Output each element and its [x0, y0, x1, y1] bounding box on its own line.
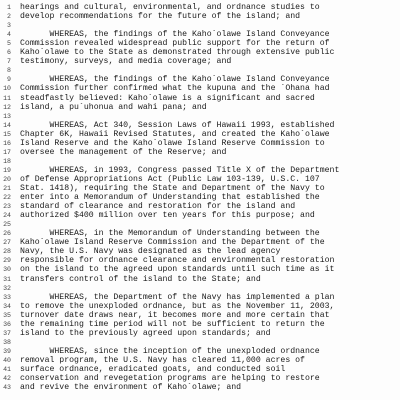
document-line	[0, 112, 400, 121]
document-line	[0, 365, 400, 374]
document-line	[0, 356, 400, 365]
document-line	[0, 175, 400, 184]
document-line	[0, 3, 400, 12]
line-number: 24	[3, 212, 11, 220]
document-line	[0, 121, 400, 130]
line-number: 17	[3, 148, 11, 156]
line-number: 35	[3, 311, 11, 319]
line-text: oversee the management of the Reserve; and	[20, 147, 227, 157]
document-line	[0, 130, 400, 139]
document-line	[0, 293, 400, 302]
document-line	[0, 21, 400, 30]
line-number: 4	[7, 31, 11, 39]
line-number: 39	[3, 347, 11, 355]
line-number: 26	[3, 230, 11, 238]
line-number: 8	[7, 67, 11, 75]
line-number: 43	[3, 384, 11, 392]
document-line	[0, 184, 400, 193]
document-line	[0, 12, 400, 21]
document-line	[0, 229, 400, 238]
line-number: 18	[3, 157, 11, 165]
line-number: 2	[7, 13, 11, 21]
line-number: 27	[3, 239, 11, 247]
document-line	[0, 311, 400, 320]
line-text: testimony, surveys, and media coverage; and	[20, 57, 232, 67]
document-line	[0, 103, 400, 112]
line-text: Kaho`olawe Island Reserve Commission and the Department of the	[20, 238, 325, 248]
document-line	[0, 66, 400, 75]
line-text: Navy, the U.S. Navy was designated as the lead agency	[20, 247, 281, 257]
line-number: 22	[3, 194, 11, 202]
document-line	[0, 329, 400, 338]
line-number: 25	[3, 221, 11, 229]
document-line	[0, 220, 400, 229]
line-text: Commission further confirmed what the kupuna and the `Ohana had	[20, 84, 330, 94]
line-text: WHEREAS, the Department of the Navy has implemented a plan	[20, 292, 335, 302]
line-text: WHEREAS, the findings of the Kaho`olawe Island Conveyance	[20, 75, 330, 85]
document-line	[0, 302, 400, 311]
line-text: steadfastly believed: Kaho`olawe is a significant and sacred	[20, 93, 315, 103]
line-text: Kaho`olawe to the State as demonstrated through extensive public	[20, 48, 335, 58]
line-text: the remaining time period will not be sufficient to return the	[20, 319, 325, 329]
document-line	[0, 84, 400, 93]
document-line	[0, 320, 400, 329]
document-line	[0, 347, 400, 356]
line-text: WHEREAS, in the Memorandum of Understanding between the	[20, 229, 320, 239]
document-line	[0, 30, 400, 39]
line-number: 12	[3, 103, 11, 111]
line-text: conservation and revegetation programs are helping to restore	[20, 374, 320, 384]
line-number: 20	[3, 175, 11, 183]
line-number: 21	[3, 185, 11, 192]
line-text: surface ordnance, eradicated goats, and conducted soil	[20, 365, 286, 374]
line-number: 10	[3, 85, 11, 93]
line-text: removal program, the U.S. Navy has cleared 11,000 acres of	[20, 355, 305, 365]
line-text: responsible for ordnance clearance and environmental restoration	[20, 256, 335, 266]
line-text: authorized $400 million over ten years for this purpose; and	[20, 211, 315, 221]
line-text: to remove the unexploded ordnance, but as the November 11, 2003,	[20, 301, 335, 311]
document-line	[0, 247, 400, 256]
line-number: 32	[3, 284, 11, 292]
line-text: and revive the environment of Kaho`olawe; and	[20, 383, 242, 393]
line-number: 11	[3, 94, 11, 102]
document-line	[0, 94, 400, 103]
line-number: 9	[7, 76, 11, 84]
document-line	[0, 211, 400, 220]
line-number: 34	[3, 302, 11, 310]
line-number: 23	[3, 203, 11, 211]
document-line	[0, 338, 400, 347]
document-line	[0, 284, 400, 293]
document-line	[0, 238, 400, 247]
line-number: 16	[3, 139, 11, 147]
line-number: 42	[3, 375, 11, 383]
document-line	[0, 57, 400, 66]
document-line	[0, 383, 400, 392]
line-number: 33	[3, 293, 11, 301]
line-number: 37	[3, 329, 11, 337]
line-number: 38	[3, 338, 11, 346]
line-number: 15	[3, 130, 11, 138]
document-line	[0, 148, 400, 157]
document-line	[0, 166, 400, 175]
document-line	[0, 193, 400, 202]
line-text: standard of clearance and restoration for the island and	[20, 202, 296, 212]
line-number: 14	[3, 121, 11, 129]
line-number: 29	[3, 257, 11, 265]
line-text: WHEREAS, Act 340, Session Laws of Hawaii 1993, established	[20, 120, 335, 130]
line-number: 36	[3, 320, 11, 328]
line-text: transfers control of the island to the State; and	[20, 274, 261, 284]
document-line	[0, 265, 400, 274]
line-text: of Defense Appropriations Act (Public Law 103-139, U.S.C. 107	[20, 174, 320, 184]
document-line	[0, 139, 400, 148]
line-number: 3	[7, 22, 11, 30]
line-number: 19	[3, 166, 11, 174]
line-text: Stat. 1418), requiring the State and Department of the Navy to	[20, 184, 325, 193]
line-text: WHEREAS, since the inception of the unexploded ordnance	[20, 346, 320, 356]
document-line	[0, 374, 400, 383]
document-line	[0, 39, 400, 48]
line-number: 41	[3, 366, 11, 373]
line-text: island, a pu`uhonua and wahi pana; and	[20, 102, 207, 112]
line-text: develop recommendations for the future of the island; and	[20, 12, 301, 22]
line-text: WHEREAS, in 1993, Congress passed Title X of the Department	[20, 165, 340, 175]
line-number: 13	[3, 112, 11, 120]
line-number: 5	[7, 40, 11, 48]
line-number: 28	[3, 248, 11, 256]
line-text: enter into a Memorandum of Understanding that established the	[20, 193, 320, 203]
line-number: 40	[3, 356, 11, 364]
line-number: 1	[7, 4, 11, 11]
line-number: 7	[7, 58, 11, 66]
document-line	[0, 202, 400, 211]
line-text: Island Reserve and the Kaho`olawe Island Reserve Commission to	[20, 138, 325, 148]
document-line	[0, 275, 400, 284]
line-number: 30	[3, 266, 11, 274]
line-text: hearings and cultural, environmental, and ordnance studies to	[20, 3, 320, 12]
line-text: WHEREAS, the findings of the Kaho`olawe Island Conveyance	[20, 30, 330, 40]
document-line	[0, 48, 400, 57]
line-number: 31	[3, 275, 11, 283]
line-text: turnover date draws near, it becomes more and more certain that	[20, 310, 330, 320]
line-text: island to the previously agreed upon standards; and	[20, 328, 271, 338]
line-text: on the island to the agreed upon standards until such time as it	[20, 265, 335, 275]
document-line	[0, 157, 400, 166]
line-number: 6	[7, 49, 11, 57]
line-text: Chapter 6K, Hawaii Revised Statutes, and created the Kaho`olawe	[20, 129, 330, 139]
line-text: Commission revealed widespread public support for the return of	[20, 39, 330, 49]
